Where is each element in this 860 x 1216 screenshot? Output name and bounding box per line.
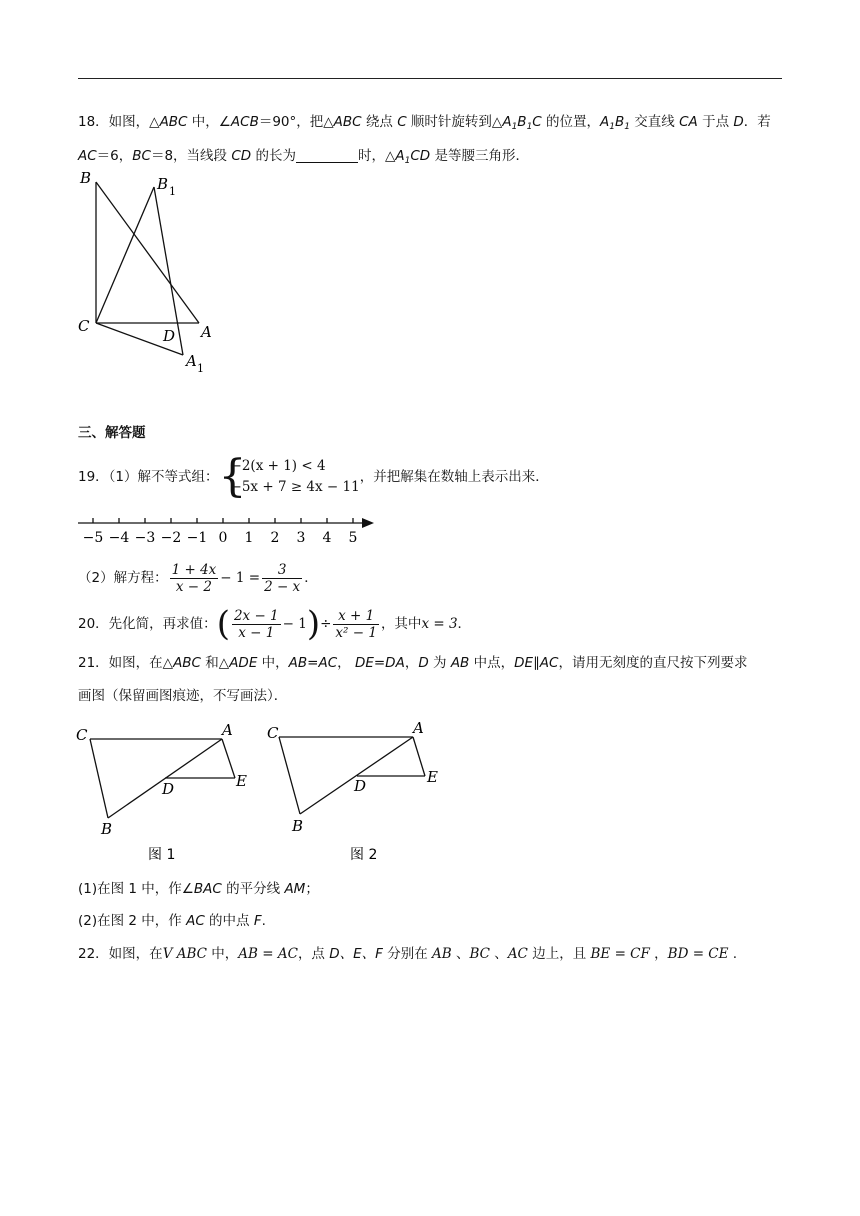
- number-line-label: 3: [296, 530, 306, 546]
- q21-figures: [70, 716, 460, 866]
- q18-text: ＝6，: [96, 148, 133, 164]
- q22-eq3: BD = CE: [667, 946, 729, 962]
- q21-angle-bac: BAC: [193, 881, 222, 897]
- q18-ac: AC: [78, 148, 97, 164]
- fig1-label-e: E: [236, 772, 247, 790]
- q21-text: 和△: [201, 655, 230, 671]
- q18-point-d: D: [733, 114, 744, 130]
- label-c: C: [78, 317, 90, 335]
- q18-text: 18．如图，△: [78, 114, 160, 130]
- fig2-label-b: B: [292, 817, 304, 835]
- q18-seg-a1b1: A: [600, 114, 610, 130]
- number-line-label: 2: [270, 530, 280, 546]
- q21-text: ，: [404, 655, 419, 671]
- fig1-label-c: C: [76, 726, 88, 744]
- q18-text: 中，∠: [187, 114, 231, 130]
- label-a1: A: [186, 352, 197, 370]
- q18-text: 绕点: [361, 114, 398, 130]
- frac-num: x + 1: [333, 608, 379, 625]
- q22-text: 分别在: [382, 946, 433, 962]
- q20-text: ÷: [320, 616, 332, 632]
- fig2-seg-cb: [279, 737, 300, 814]
- q21-text: .: [261, 913, 266, 929]
- label-b1: B: [157, 175, 169, 193]
- q22-text: 中，: [206, 946, 239, 962]
- q22-eq2: BE = CF: [590, 946, 650, 962]
- fig2-seg-ae: [413, 737, 425, 776]
- q22-line: [78, 944, 737, 964]
- q21-eq-deda: DE=DA: [354, 655, 405, 671]
- q18-tri-a1b1c: A: [502, 114, 512, 130]
- q18-text: ＝90°，把△: [258, 114, 334, 130]
- section-title: 三、解答题: [78, 425, 146, 441]
- q22-points: D、E、F: [329, 946, 383, 962]
- q21-text: 21．如图，在△: [78, 655, 174, 671]
- q18-answer-blank[interactable]: [296, 148, 358, 163]
- q19-frac1: [170, 562, 219, 595]
- q22-text: ，: [649, 946, 668, 962]
- label-a: A: [201, 323, 212, 341]
- q22-ab: AB: [432, 946, 452, 962]
- q21-part2: [78, 911, 266, 931]
- q19-text: − 1 =: [220, 570, 261, 586]
- q21-text: ，请用无刻度的直尺按下列要求: [558, 655, 748, 671]
- q22-text: 边上，且: [527, 946, 591, 962]
- number-line-label: −1: [186, 530, 208, 546]
- frac-den: 2 − x: [264, 578, 301, 595]
- q21-point-f: F: [253, 913, 262, 929]
- q20-frac1: [232, 608, 281, 641]
- q18-point-c: C: [397, 114, 407, 130]
- q18-bc: BC: [132, 148, 151, 164]
- q19-text: 19．（1）解不等式组：: [78, 469, 219, 485]
- q22-bc: BC: [469, 946, 491, 962]
- label-a1-sub: 1: [197, 362, 204, 375]
- q20-text: 20．先化简，再求值：: [78, 616, 217, 632]
- q22-text: 、: [490, 946, 508, 962]
- q18-tri-a1cd: A: [395, 148, 405, 164]
- q18-line-ca: CA: [679, 114, 698, 130]
- number-line-label: −5: [82, 530, 104, 546]
- q21-line2: 画图（保留画图痕迹，不写画法）．: [78, 688, 288, 704]
- fig2-label-d: D: [354, 777, 367, 795]
- frac-den: x − 1: [238, 624, 275, 641]
- q21-tri-ade: ADE: [229, 655, 258, 671]
- q18-text: 的位置，: [541, 114, 601, 130]
- number-line-label: −2: [160, 530, 182, 546]
- q21-text: ，: [337, 655, 355, 671]
- fig1-seg-ae: [222, 739, 235, 778]
- q22-eq1: AB = AC: [238, 946, 298, 962]
- q20-line: 20．先化简，再求值：( $\frac{2x - 1}{x - 1}$ − 1)÷ $\frac{x + 1}{\text{x² − 1}}$ ，其中x = 3．: [78, 604, 472, 644]
- q21-line1: [78, 653, 747, 673]
- q21-text: 为: [428, 655, 451, 671]
- q21-eq-abac: AB=AC: [288, 655, 338, 671]
- q21-parallel: DE∥AC: [514, 655, 559, 671]
- q21-text: (2)在图 2 中，作: [78, 913, 187, 929]
- number-line-label: −3: [134, 530, 156, 546]
- q20-text: − 1: [282, 616, 307, 632]
- fig2-caption: 图 2: [350, 847, 378, 863]
- number-line-label: 0: [218, 530, 228, 546]
- fig1-label-a: A: [222, 721, 233, 739]
- number-line-label: 1: [244, 530, 254, 546]
- q22-text: .: [728, 946, 738, 962]
- seg-cb1: [96, 187, 154, 323]
- q21-text: 的平分线: [221, 881, 285, 897]
- q19-text: ．: [304, 570, 318, 586]
- label-b1-sub: 1: [169, 185, 176, 198]
- number-line-arrow: [362, 518, 374, 528]
- q19-ineq1: −2(x + 1) < 4: [230, 458, 326, 474]
- q20-text: ，其中: [380, 616, 422, 632]
- q19-ineq2: −5x + 7 ≥ 4x − 11: [230, 479, 360, 495]
- q19-inequality-system: { −2(x + 1) < 4 −5x + 7 ≥ 4x − 11: [218, 451, 360, 502]
- q19-part1: [78, 451, 549, 502]
- frac-den: x² − 1: [335, 624, 377, 641]
- q20-text: ．: [457, 616, 472, 632]
- q21-text: 的中点: [204, 913, 254, 929]
- q18-tri-abc: ABC: [159, 114, 188, 130]
- q18-line2: AC＝6，BC＝8，当线段 CD 的长为 时，$\triangle A_1CD$ 是等腰三角形．: [78, 148, 529, 166]
- q18-text: 的长为: [251, 148, 296, 164]
- q21-tri-abc: ABC: [173, 655, 201, 671]
- frac-num: 2x − 1: [233, 607, 279, 624]
- q21-seg-ab: AB: [450, 655, 470, 671]
- q18-tri-abc: ABC: [333, 114, 362, 130]
- q19-frac2: [262, 562, 302, 595]
- fig1-seg-cb: [90, 739, 108, 818]
- q18-figure: [70, 165, 230, 380]
- fig1-caption: 图 1: [148, 847, 176, 863]
- q21-text: 中点，: [469, 655, 515, 671]
- q19-text: ，并把解集在数轴上表示出来．: [359, 469, 549, 485]
- header-rule: [78, 78, 782, 79]
- label-b: B: [80, 169, 92, 187]
- q18-cd: CD: [231, 148, 252, 164]
- q21-text: ；: [305, 881, 319, 897]
- q19-text: （2）解方程：: [78, 570, 168, 586]
- fig2-label-a: A: [413, 719, 424, 737]
- q18-line1: 18．如图，△ABC 中，∠ACB＝90°，把△ABC 绕点 C 顺时针旋转到$\triangle A_1B_1C$ 的位置，$A_1B_1$ 交直线 CA 于点 D．若: [78, 114, 771, 132]
- fig2-label-e: E: [427, 768, 438, 786]
- q19-part2: [78, 558, 318, 598]
- q21-part1: [78, 879, 319, 899]
- q21-seg-ac: AC: [186, 913, 205, 929]
- label-d: D: [163, 327, 176, 345]
- fig1-label-b: B: [101, 820, 113, 838]
- q21-seg-am: AM: [284, 881, 306, 897]
- frac-den: x − 2: [175, 578, 212, 595]
- q18-text: 时，△: [357, 148, 396, 164]
- q19-number-line: [76, 512, 376, 548]
- frac-num: 1 + 4x: [171, 561, 217, 578]
- q22-text: 、: [451, 946, 470, 962]
- q20-xval: x = 3: [421, 616, 458, 632]
- fig1-label-d: D: [162, 780, 175, 798]
- q18-text: ．若: [743, 114, 771, 130]
- q18-text: 交直线: [630, 114, 680, 130]
- q18-angle-acb: ACB: [230, 114, 259, 130]
- q20-frac2: [333, 608, 379, 641]
- number-line-label: −4: [108, 530, 130, 546]
- q18-text: 顺时针旋转到△: [406, 114, 503, 130]
- q21-text: 中，: [257, 655, 289, 671]
- number-line-label: 5: [348, 530, 358, 546]
- q22-text: ，点: [297, 946, 330, 962]
- frac-num: 3: [262, 562, 302, 579]
- q18-text: 是等腰三角形．: [430, 148, 529, 164]
- number-line-label: 4: [322, 530, 332, 546]
- q18-text: 于点: [697, 114, 734, 130]
- fig2-label-c: C: [267, 724, 279, 742]
- q21-point-d: D: [418, 655, 429, 671]
- q22-ac: AC: [507, 946, 528, 962]
- q22-text: 22．如图，在: [78, 946, 163, 962]
- q21-text: (1)在图 1 中，作∠: [78, 881, 194, 897]
- q18-text: ＝8，当线段: [150, 148, 232, 164]
- q22-tri: V ABC: [162, 946, 207, 962]
